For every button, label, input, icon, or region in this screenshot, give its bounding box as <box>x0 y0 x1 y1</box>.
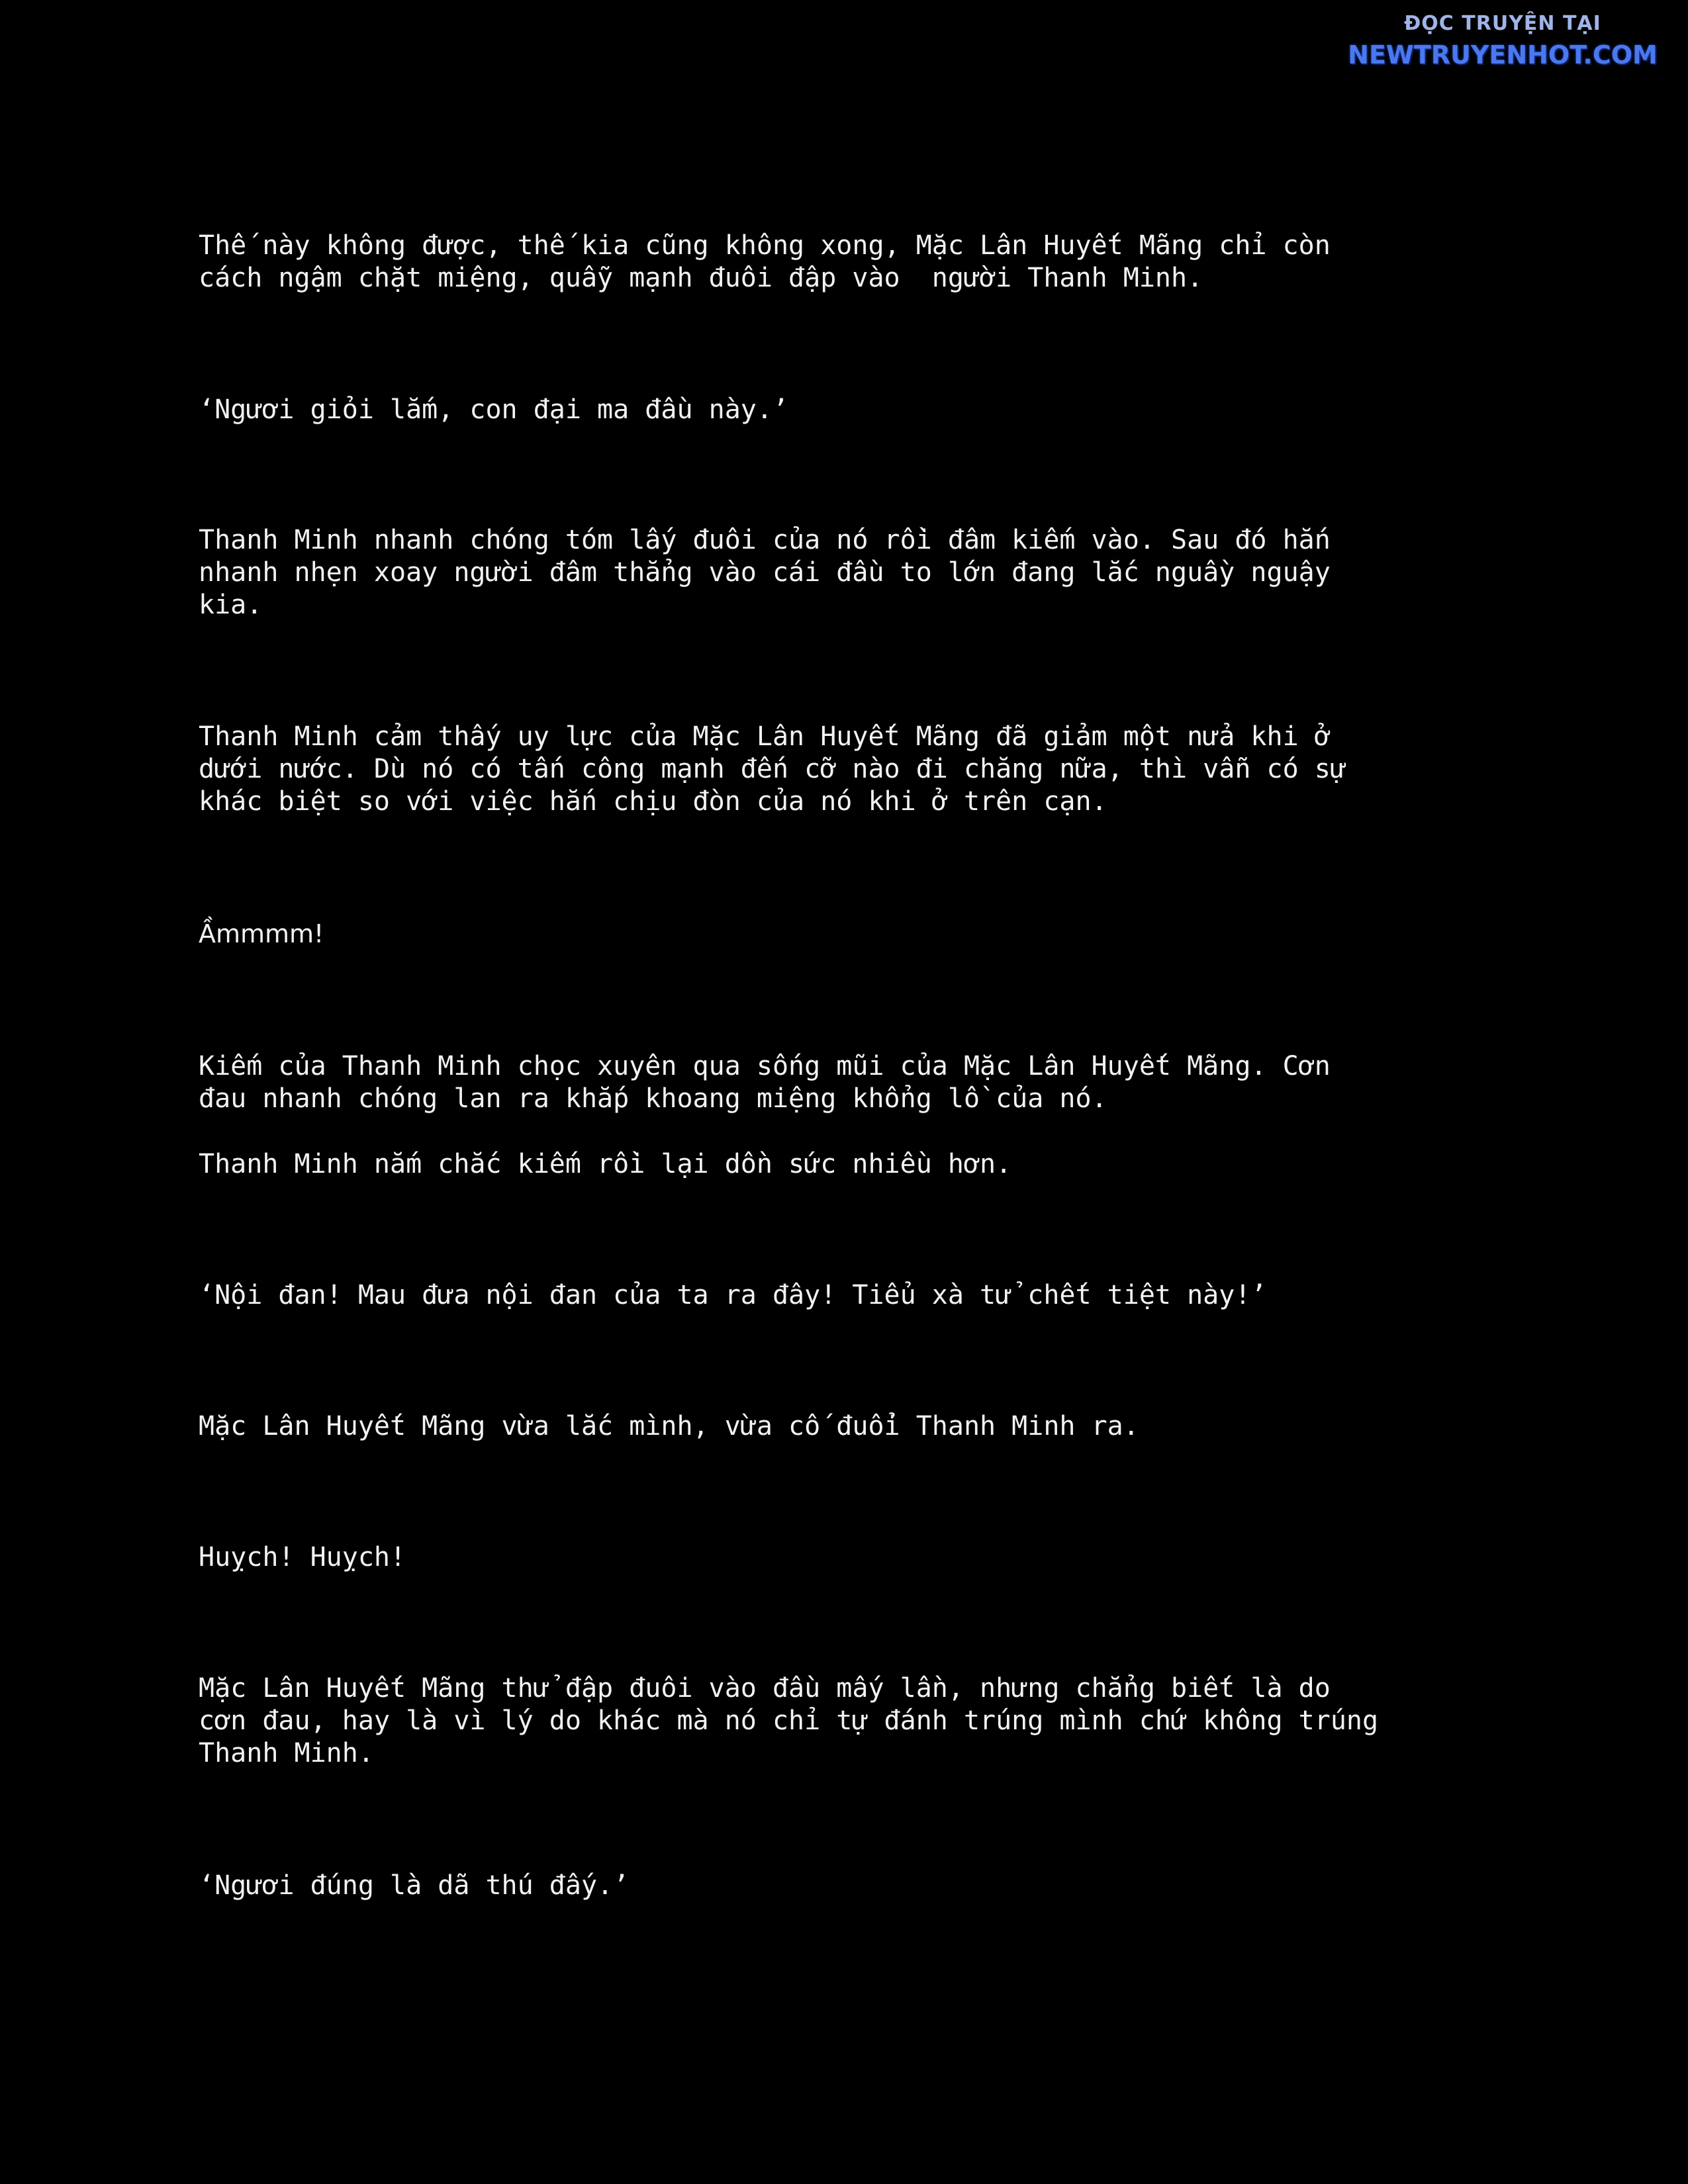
watermark-site-name: NEWTRUYENHOT.COM <box>1348 40 1658 69</box>
paragraph-7: Thanh Minh nắm chắc kiếm rồi lại dồn sức nhiều hơn. <box>199 1149 1012 1179</box>
paragraph-10: Huỵch! Huỵch! <box>199 1542 406 1572</box>
paragraph-2: ‘Ngươi giỏi lắm, con đại ma đầu này.’ <box>199 394 789 425</box>
paragraph-6: Kiếm của Thanh Minh chọc xuyên qua sống mũi của Mặc Lân Huyết Mãng. Cơn đau nhanh chóng lan ra khắp khoang miệng khổng lồ của nó. <box>199 1051 1331 1114</box>
site-watermark <box>1337 9 1668 71</box>
paragraph-4: Thanh Minh cảm thấy uy lực của Mặc Lân Huyết Mãng đã giảm một nửa khi ở dưới nước. Dù nó có tấn công mạnh đến cỡ nào đi chăng nữa, thì vẫn có sự khác biệt so với việc hắn chịu đòn của nó khi ở trên cạn. <box>199 721 1346 817</box>
paragraph-3: Thanh Minh nhanh chóng tóm lấy đuôi của nó rồi đâm kiếm vào. Sau đó hắn nhanh nhẹn xoay người đâm thẳng vào cái đầu to lớn đang lắc nguầy nguậy kia. <box>199 525 1331 620</box>
paragraph-8: ‘Nội đan! Mau đưa nội đan của ta ra đây! Tiểu xà tử chết tiệt này!’ <box>199 1280 1267 1310</box>
watermark-line-1: ĐỌC TRUYỆN TẠI <box>1404 12 1601 35</box>
paragraph-5: Ầmmmm! <box>199 919 324 948</box>
paragraph-11: Mặc Lân Huyết Mãng thử đập đuôi vào đầu mấy lần, nhưng chẳng biết là do cơn đau, hay là vì lý do khác mà nó chỉ tự đánh trúng mình chứ không trúng Thanh Minh. <box>199 1673 1379 1768</box>
paragraph-12: ‘Ngươi đúng là dã thú đấy.’ <box>199 1870 630 1901</box>
paragraph-9: Mặc Lân Huyết Mãng vừa lắc mình, vừa cố đuổi Thanh Minh ra. <box>199 1411 1139 1441</box>
paragraph-1: Thế này không được, thế kia cũng không xong, Mặc Lân Huyết Mãng chỉ còn cách ngậm chặt miệng, quẫy mạnh đuôi đập vào người Thanh Minh. <box>199 230 1331 293</box>
